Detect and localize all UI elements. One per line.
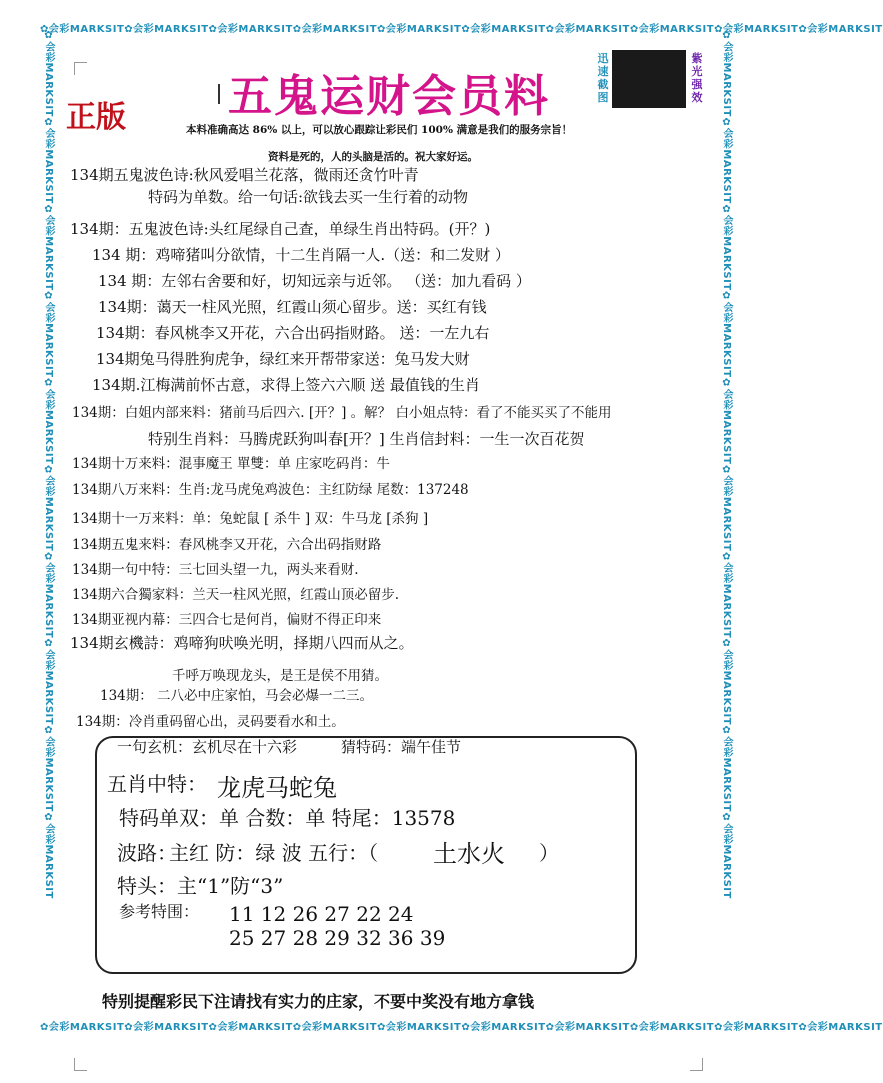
badge-left: 迅速截图 [597,52,609,104]
wave-label: 波路： [117,841,177,865]
riddle: 一句玄机：玄机尽在十六彩 [117,738,298,756]
guess-code: 猜特码：端午佳节 [341,738,462,756]
ref-row-2: 25 27 28 29 32 36 39 [229,926,446,950]
title-bar [218,84,220,104]
head-line: 特头：主“1”防“3” [117,874,284,898]
line-1: 134期五鬼波色诗:秋风爱唱兰花落，微雨还贪竹叶青 [70,166,419,184]
slogan-1: 本料准确高达 86% 以上，可以放心跟踪让彩民们 100% 满意是我们的服务宗旨！ [186,124,573,136]
watermark-top: ✿会彩MARKSIT✿会彩MARKSIT✿会彩MARKSIT✿会彩MARKSIT✿会彩MARKSIT✿会彩MARKSIT✿会彩MARKSIT✿会彩MARKSIT✿会彩MARKSIT✿会彩MARKSIT [40,24,883,35]
page-title: 五鬼运财会员料 [228,71,550,122]
qr-placeholder [612,50,686,108]
line-2: 特码为单数。给一句话:欲钱去买一生行着的动物 [148,188,469,206]
five-elements: 土水火 [433,840,505,868]
close-paren: ） [539,841,559,865]
five-zodiac-label: 五肖中特： [107,772,207,796]
watermark-left: ✿会彩MARKSIT✿会彩MARKSIT✿会彩MARKSIT✿会彩MARKSIT✿会彩MARKSIT✿会彩MARKSIT✿会彩MARKSIT✿会彩MARKSIT✿会彩MARKSIT✿会彩MARKSIT [43,30,54,899]
line-17: 134期六合獨家料：兰天一柱风光照，红霞山顶必留步. [72,587,400,603]
edition-label: 正版 [66,100,126,135]
five-zodiac-value: 龙虎马蛇兔 [217,774,337,802]
line-8: 134期兔马得胜狗虎争，绿红来开帮带家送：兔马发大财 [96,350,470,368]
line-13: 134期八万来料：生肖:龙马虎兔鸡波色：主红防绿 尾数：137248 [72,482,469,498]
line-14: 134期十一万来料：单：兔蛇鼠 [ 杀牛 ] 双：牛马龙 [杀狗 ] [72,511,429,527]
line-6: 134期：蔼天一柱风光照，红霞山须心留步。送：买红有钱 [98,298,487,316]
summary-box [95,736,637,974]
badge-right: 紫光强效 [691,52,703,104]
watermark-bottom: ✿会彩MARKSIT✿会彩MARKSIT✿会彩MARKSIT✿会彩MARKSIT✿会彩MARKSIT✿会彩MARKSIT✿会彩MARKSIT✿会彩MARKSIT✿会彩MARKSIT✿会彩MARKSIT [40,1022,883,1033]
line-18: 134期亚视内幕：三四合七是何肖，偏财不得正印来 [72,612,382,628]
line-20: 千呼万唤现龙头，是王是侯不用猜。 [172,668,388,684]
line-5: 134 期：左邻右舍要和好，切知远亲与近邻。 （送：加九看码 ） [98,272,531,290]
line-15: 134期五鬼来料：春风桃李又开花，六合出码指财路 [72,537,382,553]
line-9: 134期.江梅满前怀古意，求得上签六六顺 送 最值钱的生肖 [92,376,480,394]
line-16: 134期一句中特：三七回头望一九，两头来看财. [72,562,359,578]
crop-mark [74,1058,87,1071]
line-19: 134期玄機詩：鸡啼狗吠唤光明，择期八四而从之。 [70,634,414,652]
line-7: 134期：春风桃李又开花，六合出码指财路。 送：一左九右 [96,324,490,342]
wave-line: 主红 防：绿 波 五行：（ [169,841,379,865]
ref-row-1: 11 12 26 27 22 24 [229,902,414,926]
crop-mark [74,62,87,75]
ref-label: 参考特围： [119,902,200,921]
line-12: 134期十万来料：混事魔王 單雙：单 庄家吃码肖：牛 [72,456,390,472]
line-21: 134期： 二八必中庄家怕，马会必爆一二三。 [100,688,374,704]
crop-mark [690,1058,703,1071]
line-22: 134期：冷肖重码留心出，灵码要看水和土。 [76,714,345,730]
watermark-right: ✿会彩MARKSIT✿会彩MARKSIT✿会彩MARKSIT✿会彩MARKSIT✿会彩MARKSIT✿会彩MARKSIT✿会彩MARKSIT✿会彩MARKSIT✿会彩MARKSIT✿会彩MARKSIT [721,30,732,899]
slogan-2: 资料是死的，人的头脑是活的。祝大家好运。 [268,151,478,163]
footer-note: 特别提醒彩民下注请找有实力的庄家，不要中奖没有地方拿钱 [102,992,535,1011]
line-10: 134期：白姐内部来料：猪前马后四六. [开？] 。解？ 白小姐点特：看了不能买买了不能用 [72,405,612,421]
parity-line: 特码单双：单 合数：单 特尾：13578 [119,806,456,830]
line-3: 134期：五鬼波色诗:头红尾绿自己查，单绿生肖出特码。(开？) [70,220,491,238]
line-4: 134 期：鸡啼猪叫分欲情，十二生肖隔一人.（送：和二发财 ） [92,246,510,264]
line-11: 特别生肖料：马腾虎跃狗叫春[开？] 生肖信封料：一生一次百花贺 [148,430,585,448]
